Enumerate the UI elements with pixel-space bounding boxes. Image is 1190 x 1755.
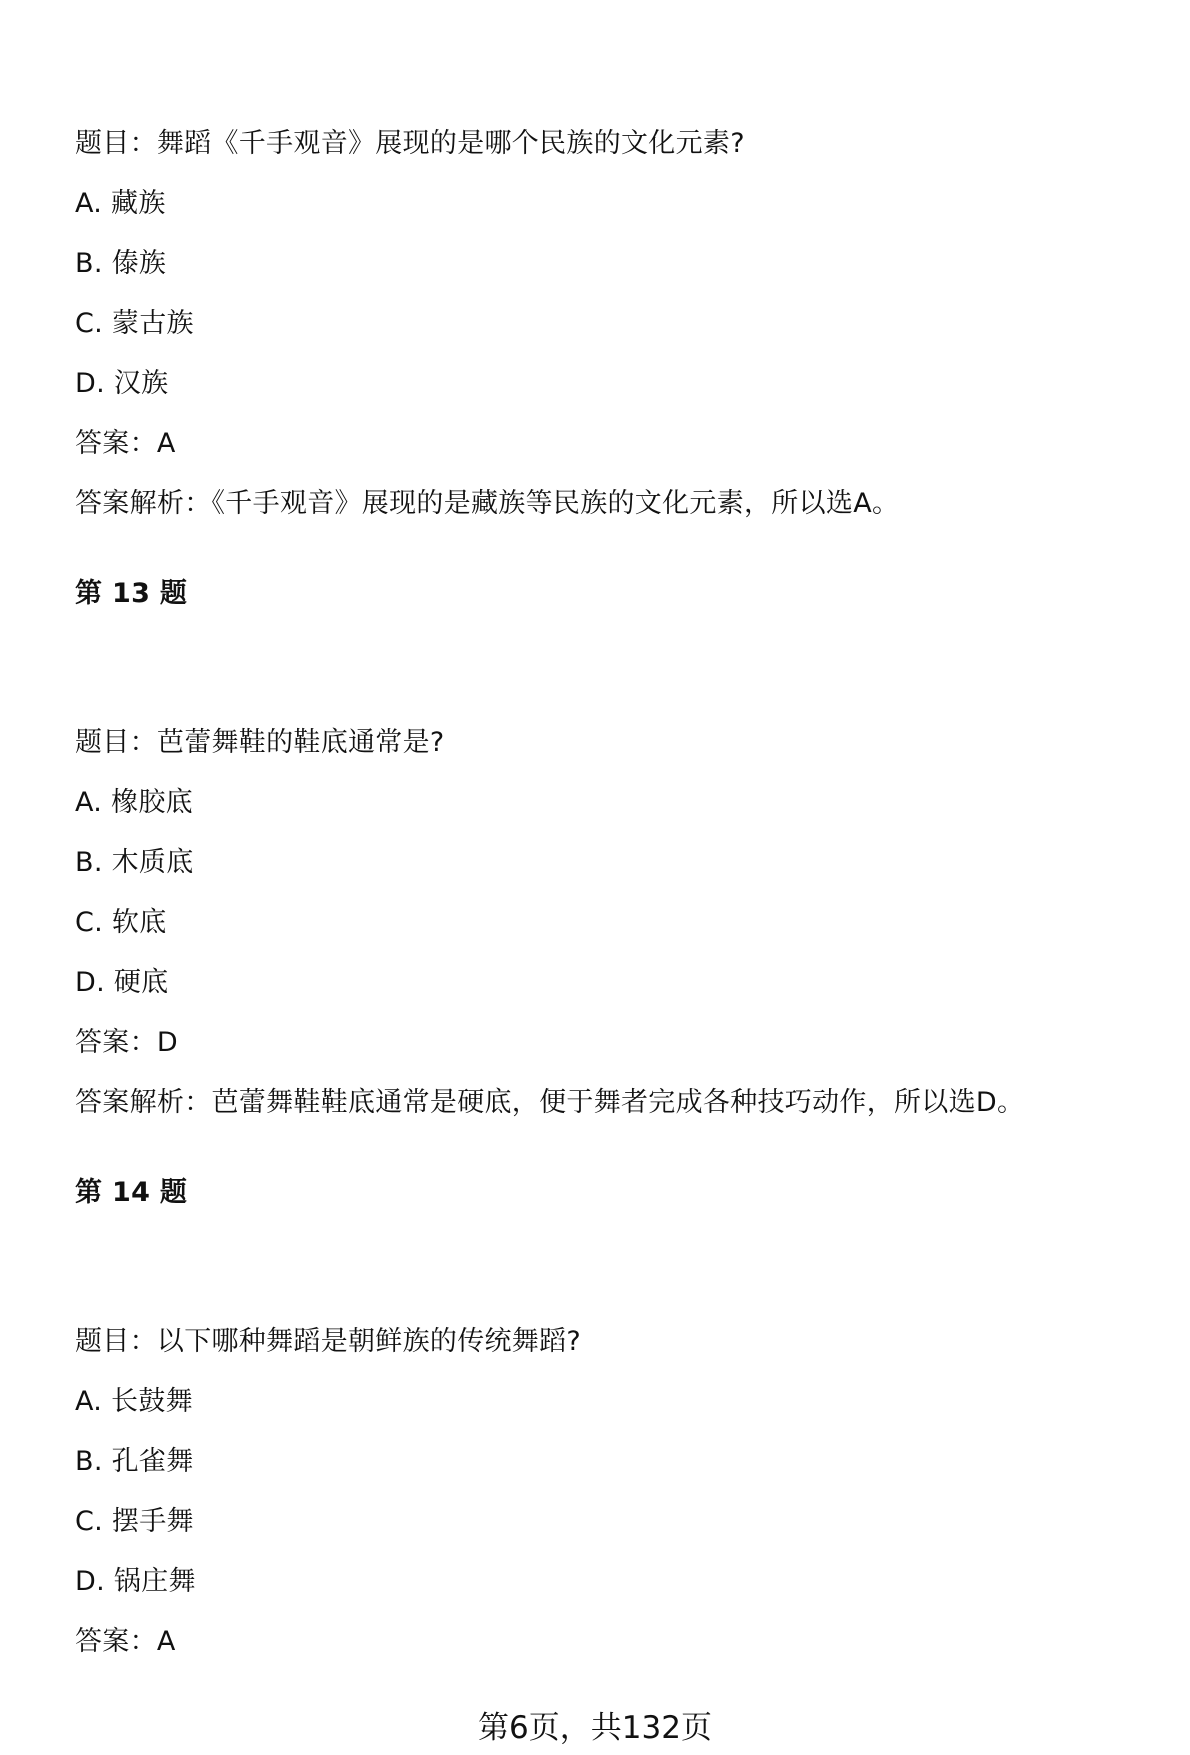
question-13-explanation: 答案解析：芭蕾舞鞋鞋底通常是硬底，便于舞者完成各种技巧动作，所以选D。 — [75, 1087, 1025, 1118]
question-13-option-d: D. 硬底 — [75, 967, 169, 998]
question-13-text: 题目：芭蕾舞鞋的鞋底通常是? — [75, 727, 445, 758]
question-12-text: 题目：舞蹈《千手观音》展现的是哪个民族的文化元素? — [75, 128, 745, 159]
question-12-option-d: D. 汉族 — [75, 368, 169, 399]
question-14-text: 题目：以下哪种舞蹈是朝鲜族的传统舞蹈? — [75, 1326, 582, 1357]
question-14-option-b: B. 孔雀舞 — [75, 1446, 194, 1477]
question-12-answer: 答案：A — [75, 428, 176, 459]
question-14-option-d: D. 锅庄舞 — [75, 1566, 196, 1597]
question-13-answer: 答案：D — [75, 1027, 178, 1058]
question-12-explanation: 答案解析：《千手观音》展现的是藏族等民族的文化元素，所以选A。 — [75, 488, 900, 519]
question-13-option-b: B. 木质底 — [75, 847, 194, 878]
question-13-option-a: A. 橡胶底 — [75, 787, 193, 818]
question-14-answer: 答案：A — [75, 1626, 176, 1657]
question-12-option-c: C. 蒙古族 — [75, 308, 194, 339]
question-13-heading: 第 13 题 — [75, 578, 188, 609]
question-14-option-c: C. 摆手舞 — [75, 1506, 194, 1537]
question-14-heading: 第 14 题 — [75, 1177, 188, 1208]
question-12-option-b: B. 傣族 — [75, 248, 167, 279]
page-footer: 第6页，共132页 — [478, 1710, 712, 1746]
question-13-option-c: C. 软底 — [75, 907, 167, 938]
question-12-option-a: A. 藏族 — [75, 188, 166, 219]
question-14-option-a: A. 长鼓舞 — [75, 1386, 193, 1417]
